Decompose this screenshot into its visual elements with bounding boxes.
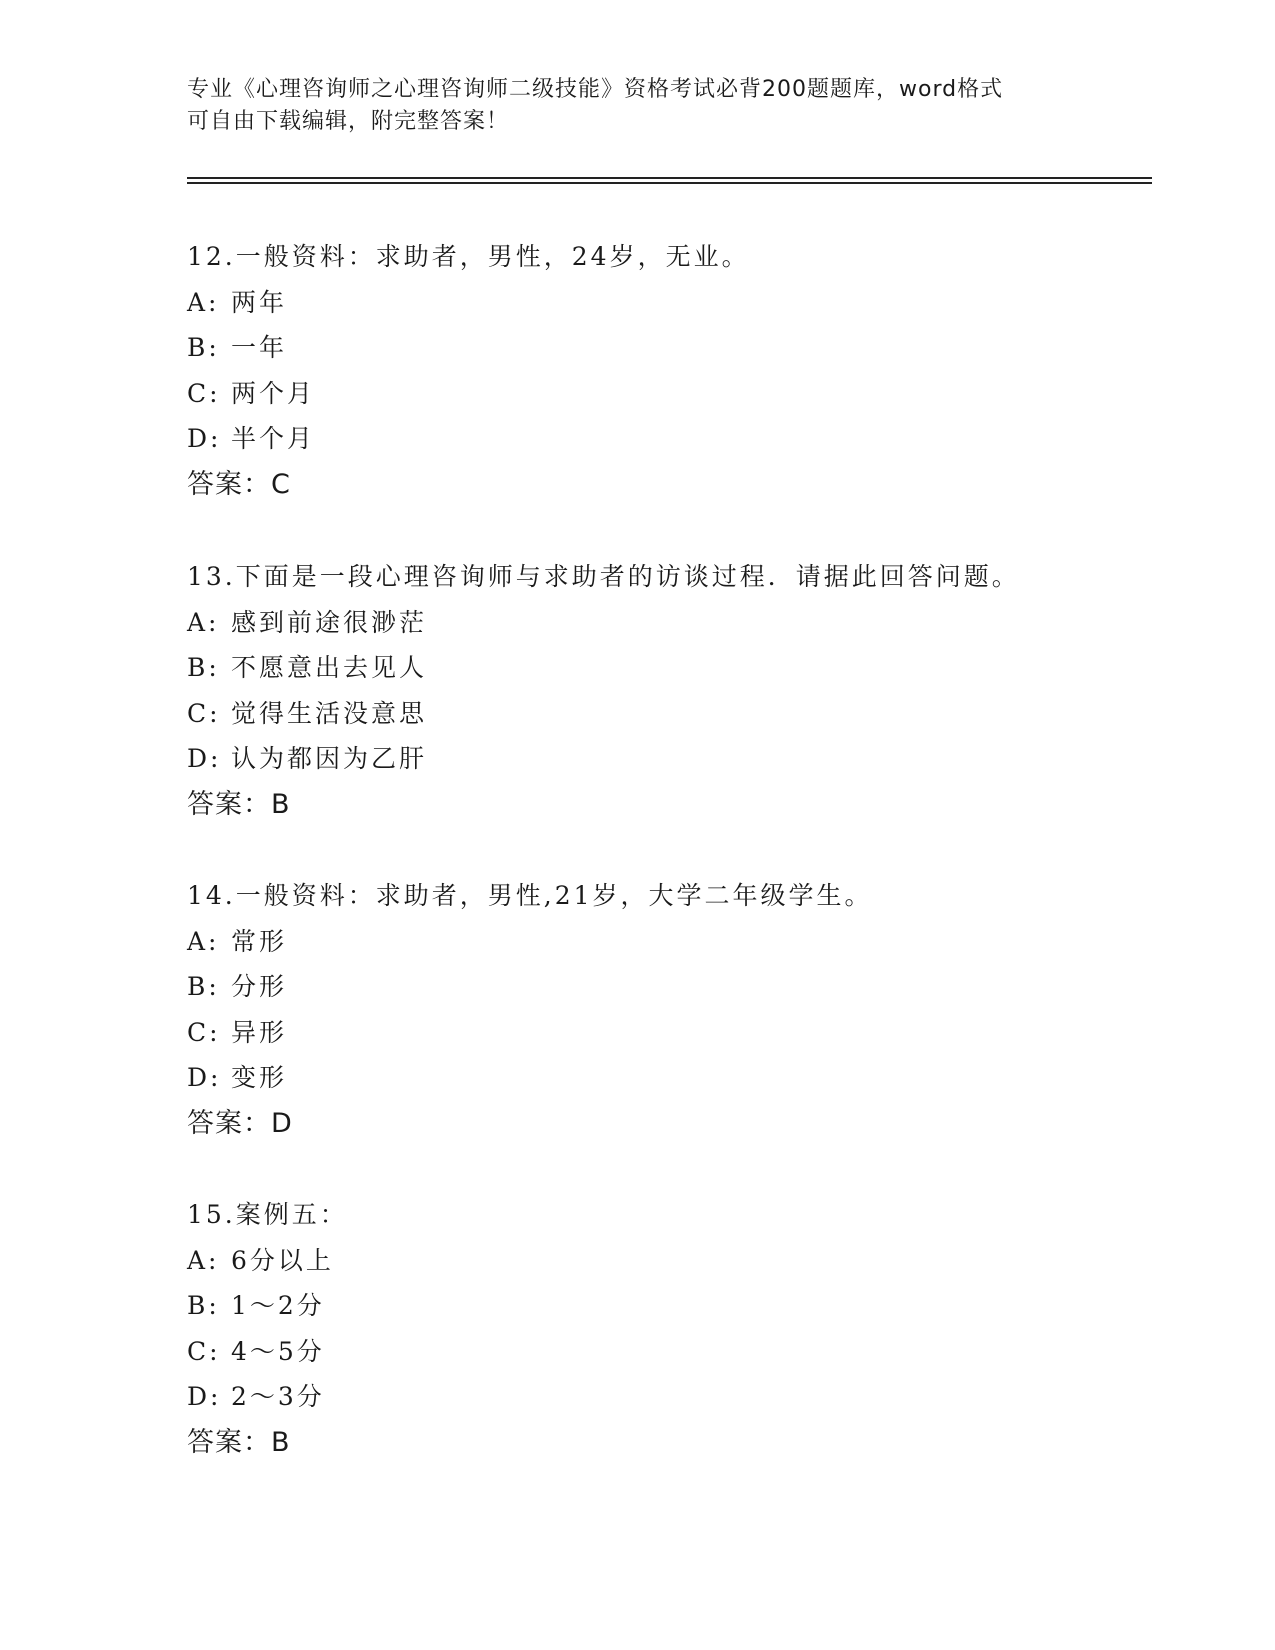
- option-a: [187, 919, 1147, 965]
- option-letter: D:: [187, 424, 222, 453]
- option-c: [187, 691, 1147, 737]
- option-text: 两年: [231, 287, 288, 317]
- header-divider-top: [187, 177, 1152, 179]
- answer-line: 答案：D: [187, 1107, 293, 1139]
- option-letter: C:: [187, 1336, 221, 1366]
- option-letter: D:: [187, 1382, 222, 1411]
- option-text: 分形: [231, 972, 288, 1001]
- option-text: 觉得生活没意思: [231, 698, 428, 728]
- option-text: 半个月: [231, 424, 316, 453]
- option-c: [187, 1329, 1147, 1375]
- option-b: [187, 325, 1147, 371]
- option-text: 变形: [231, 1063, 288, 1092]
- option-b: [187, 645, 1147, 691]
- answer-line: 答案：B: [187, 1426, 291, 1458]
- question-12: [187, 234, 1147, 507]
- option-d: [187, 416, 1147, 462]
- question-title: 12.一般资料：求助者，男性，24岁，无业。: [187, 242, 750, 271]
- option-c: [187, 1010, 1147, 1056]
- question-14: [187, 873, 1147, 1146]
- answer-line: 答案：B: [187, 788, 291, 820]
- option-text: 感到前途很渺茫: [231, 607, 428, 637]
- option-text: 异形: [231, 1017, 288, 1047]
- option-text: 4～5分: [231, 1336, 325, 1366]
- header-line-2: 可自由下载编辑，附完整答案！: [187, 109, 510, 134]
- option-letter: B:: [187, 972, 220, 1001]
- option-letter: B:: [187, 333, 220, 362]
- header-line-1: 专业《心理咨询师之心理咨询师二级技能》资格考试必背200题题库，word格式: [187, 77, 1004, 102]
- option-text: 不愿意出去见人: [231, 653, 428, 682]
- option-a: [187, 600, 1147, 646]
- option-a: [187, 280, 1147, 326]
- option-text: 6分以上: [231, 1245, 334, 1275]
- option-text: 一年: [231, 333, 288, 362]
- option-text: 两个月: [231, 378, 316, 408]
- question-title: 14.一般资料：求助者，男性,21岁，大学二年级学生。: [187, 881, 873, 910]
- option-letter: D:: [187, 1063, 222, 1092]
- option-text: 认为都因为乙肝: [231, 744, 428, 773]
- question-title: 15.案例五：: [187, 1200, 348, 1229]
- option-d: [187, 736, 1147, 782]
- option-letter: A:: [187, 1245, 220, 1275]
- option-d: [187, 1374, 1147, 1420]
- option-text: 2～3分: [231, 1382, 325, 1411]
- option-letter: C:: [187, 378, 221, 408]
- option-d: [187, 1055, 1147, 1101]
- option-b: [187, 964, 1147, 1010]
- option-letter: C:: [187, 698, 221, 728]
- option-a: [187, 1238, 1147, 1284]
- option-letter: B:: [187, 1291, 220, 1320]
- option-text: 1～2分: [231, 1291, 325, 1320]
- answer-line: 答案：C: [187, 468, 291, 500]
- header-divider-bottom: [187, 182, 1152, 184]
- question-15: [187, 1192, 1147, 1465]
- option-letter: B:: [187, 653, 220, 682]
- document-header: [187, 74, 1087, 138]
- option-text: 常形: [231, 926, 288, 956]
- option-letter: D:: [187, 744, 222, 773]
- option-c: [187, 371, 1147, 417]
- option-letter: A:: [187, 926, 220, 956]
- question-13: [187, 554, 1147, 827]
- option-letter: A:: [187, 287, 220, 317]
- question-title: 13.下面是一段心理咨询师与求助者的访谈过程．请据此回答问题。: [187, 562, 1020, 591]
- option-letter: A:: [187, 607, 220, 637]
- option-b: [187, 1283, 1147, 1329]
- option-letter: C:: [187, 1017, 221, 1047]
